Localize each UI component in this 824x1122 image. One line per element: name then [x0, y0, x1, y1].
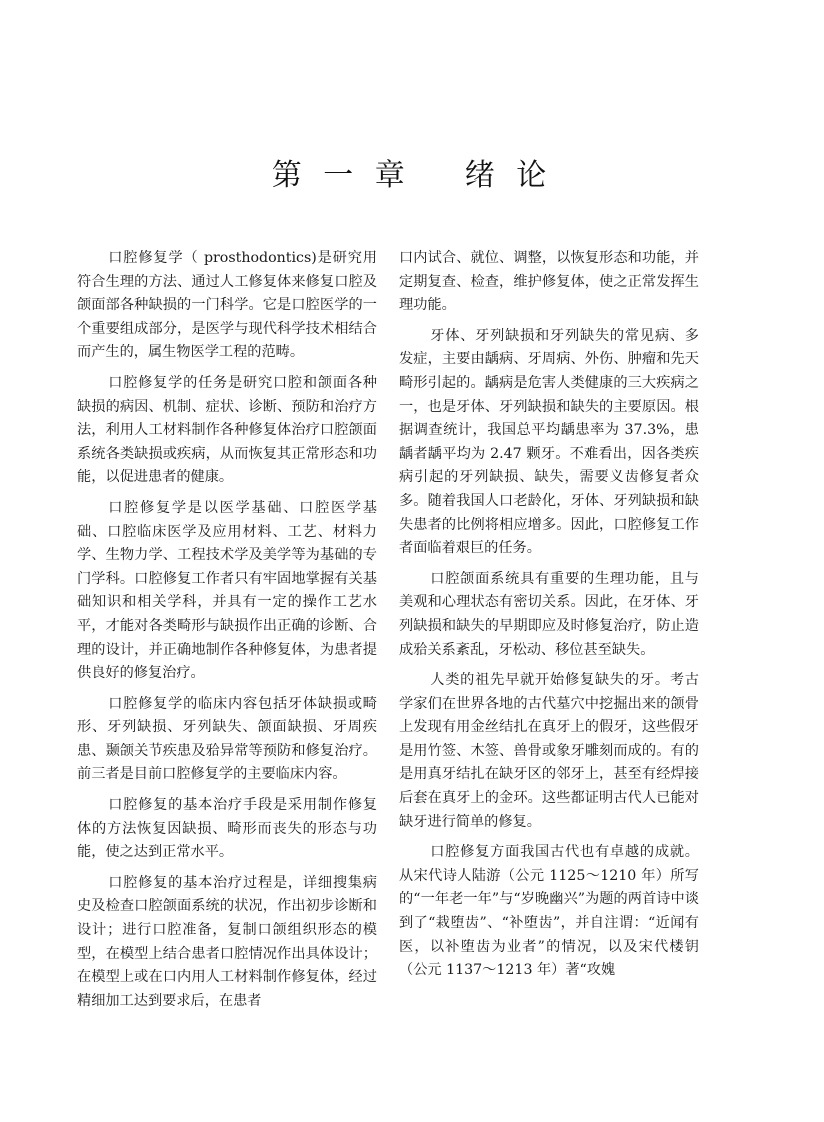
paragraph: 口腔修复的基本治疗过程是，详细搜集病史及检查口腔颌面系统的状况，作出初步诊断和设计；进行口腔准备，复制口颌组织形态的模型，在模型上结合患者口腔情况作出具体设计；在模型上或在口内用人工材料制作修复体，经过精细加工达到要求后，在患者	[77, 874, 377, 1009]
paragraph: 口腔修复学的任务是研究口腔和颌面各种缺损的病因、机制、症状、诊断、预防和治疗方法，利用人工材料制作各种修复体治疗口腔颌面系统各类缺损或疾病，从而恢复其正常形态和功能，以促进患者的健康。	[77, 374, 377, 486]
paragraph: 口腔颌面系统具有重要的生理功能，且与美观和心理状态有密切关系。因此，在牙体、牙列缺损和缺失的早期即应及时修复治疗，防止造成𬌗关系紊乱，牙松动、移位甚至缺失。	[399, 570, 699, 658]
chapter-title: 绪 论	[464, 158, 553, 193]
paragraph: 口腔修复的基本治疗手段是采用制作修复体的方法恢复因缺损、畸形而丧失的形态与功能，使之达到正常水平。	[77, 797, 377, 861]
paragraph: 口腔修复学（ prosthodontics)是研究用符合生理的方法、通过人工修复体来修复口腔及颌面部各种缺损的一门科学。它是口腔医学的一个重要组成部分，是医学与现代科学技术相结合而产生的，属生物医学工程的范畴。	[77, 250, 377, 361]
paragraph: 人类的祖先早就开始修复缺失的牙。考古学家们在世界各地的古代墓穴中挖掘出来的颌骨上发现有用金丝结扎在真牙上的假牙，这些假牙是用竹签、木签、兽骨或象牙雕刻而成的。有的是用真牙结扎在缺牙区的邻牙上，甚至有经焊接后套在真牙上的金环。这些都证明古代人已能对缺牙进行简单的修复。	[399, 672, 699, 830]
paragraph: 口腔修复学的临床内容包括牙体缺损或畸形、牙列缺损、牙列缺失、颌面缺损、牙周疾患、颞颌关节疾患及𬌗异常等预防和修复治疗。前三者是目前口腔修复学的主要临床内容。	[77, 695, 377, 783]
chapter-heading	[0, 150, 824, 194]
chapter-number: 第 一 章	[271, 158, 411, 193]
left-text-column	[77, 247, 377, 1020]
paragraph-continuation: 口内试合、就位、调整，以恢复形态和功能，并定期复查、检查，维护修复体，使之正常发挥生理功能。	[399, 250, 699, 314]
paragraph: 口腔修复学是以医学基础、口腔医学基础、口腔临床医学及应用材料、工艺、材料力学、生物力学、工程技术学及美学等为基础的专门学科。口腔修复工作者只有牢固地掌握有关基础知识和相关学科，并具有一定的操作工艺水平，才能对各类畸形与缺损作出正确的诊断、合理的设计，并正确地制作各种修复体，为患者提供良好的修复治疗。	[77, 499, 377, 682]
paragraph: 口腔修复方面我国古代也有卓越的成就。从宋代诗人陆游（公元 1125～1210 年）所写的“一年老一年”与“岁晚幽兴”为题的两首诗中谈到了“栽堕齿”、“补堕齿”，并自注谓：“近闻有医，以补堕齿为业者”的情况，以及宋代楼钥（公元 1137～1213 年）著“攻媿	[399, 844, 699, 979]
paragraph: 牙体、牙列缺损和牙列缺失的常见病、多发症，主要由龋病、牙周病、外伤、肿瘤和先天畸形引起的。龋病是危害人类健康的三大疾病之一，也是牙体、牙列缺损和缺失的主要原因。根据调查统计，我国总平均龋患率为 37.3%，患龋者龋平均为 2.47 颗牙。不难看出，因各类疾病引起的牙列缺损、缺失，需要义齿修复者众多。随着我国人口老龄化，牙体、牙列缺损和缺失患者的比例将相应增多。因此，口腔修复工作者面临着艰巨的任务。	[399, 327, 699, 557]
right-text-column	[399, 247, 699, 990]
